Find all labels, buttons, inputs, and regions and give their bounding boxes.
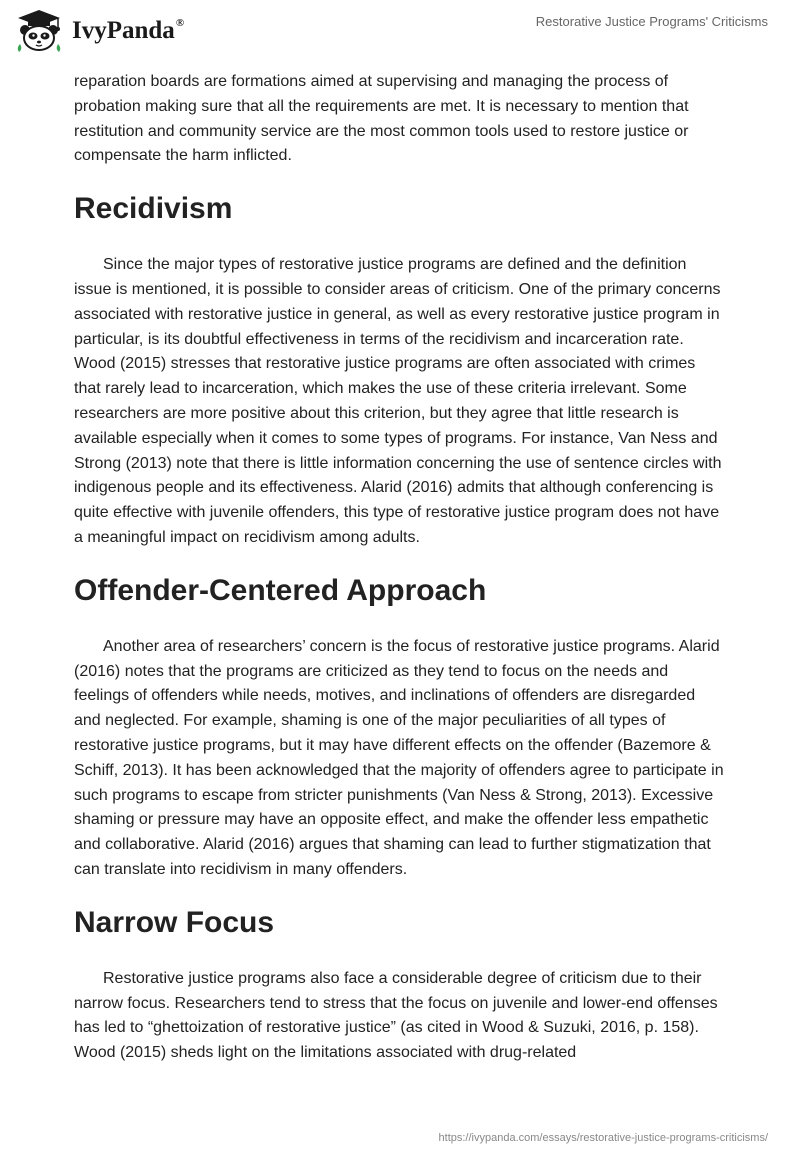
article-body <box>74 70 726 1066</box>
intro-paragraph: reparation boards are formations aimed at supervising and managing the process of probation making sure that all the requirements are met. It is necessary to mention that restitution and community service are the most common tools used to restore justice or compensate the harm inflicted. <box>74 73 689 165</box>
brand-logo[interactable] <box>14 8 184 52</box>
brand-name: IvyPanda® <box>72 16 185 44</box>
document-title: Restorative Justice Programs' Criticisms <box>535 14 768 29</box>
section-heading-offender-centered: Offender-Centered Approach <box>74 573 487 607</box>
section-paragraph-offender-centered: Another area of researchers’ concern is the focus of restorative justice programs. Alarid (2016) notes that the programs are criticized as they tend to focus on the needs and feelings of offenders while needs, motives, and inclinations of offenders are disregarded and neglected. For example, shaming is one of the major peculiarities of all types of restorative justice programs, but it may have different effects on the offender (Bazemore & Schiff, 2013). It has been acknowledged that the majority of offenders agree to participate in such programs to escape from stricter punishments (Van Ness & Strong, 2013). Excessive shaming or pressure may have an opposite effect, and make the offender less empathetic and collaborative. Alarid (2016) argues that shaming can lead to further stigmatization that can translate into recidivism in many offenders. <box>74 637 724 878</box>
section-paragraph-recidivism: Since the major types of restorative justice programs are defined and the definition issue is mentioned, it is possible to consider areas of criticism. One of the primary concerns associated with restorative justice in general, as well as every restorative justice program in particular, is its doubtful effectiveness in terms of the recidivism and incarceration rate. Wood (2015) stresses that restorative justice programs are often associated with crimes that rarely lead to incarceration, which makes the use of these criteria irrelevant. Some researchers are more positive about this criterion, but they agree that little research is available especially when it comes to some types of programs. For instance, Van Ness and Strong (2013) note that there is little information concerning the use of sentence circles with indigenous people and its effectiveness. Alarid (2016) admits that although conferencing is quite effective with juvenile offenders, this type of restorative justice program does not have a meaningful impact on recidivism among adults. <box>74 256 722 546</box>
source-url[interactable]: https://ivypanda.com/essays/restorative-justice-programs-criticisms/ <box>438 1132 768 1144</box>
section-paragraph-narrow-focus: Restorative justice programs also face a considerable degree of criticism due to their narrow focus. Researchers tend to stress that the focus on juvenile and lower-end offenses has led to “ghettoization of restorative justice” (as cited in Wood & Suzuki, 2016, p. 158). Wood (2015) sheds light on the limitations associated with drug-related <box>74 969 718 1062</box>
section-heading-narrow-focus: Narrow Focus <box>74 905 275 939</box>
panda-graduate-icon <box>14 8 64 52</box>
section-heading-recidivism: Recidivism <box>74 192 233 226</box>
page-header <box>0 0 800 62</box>
